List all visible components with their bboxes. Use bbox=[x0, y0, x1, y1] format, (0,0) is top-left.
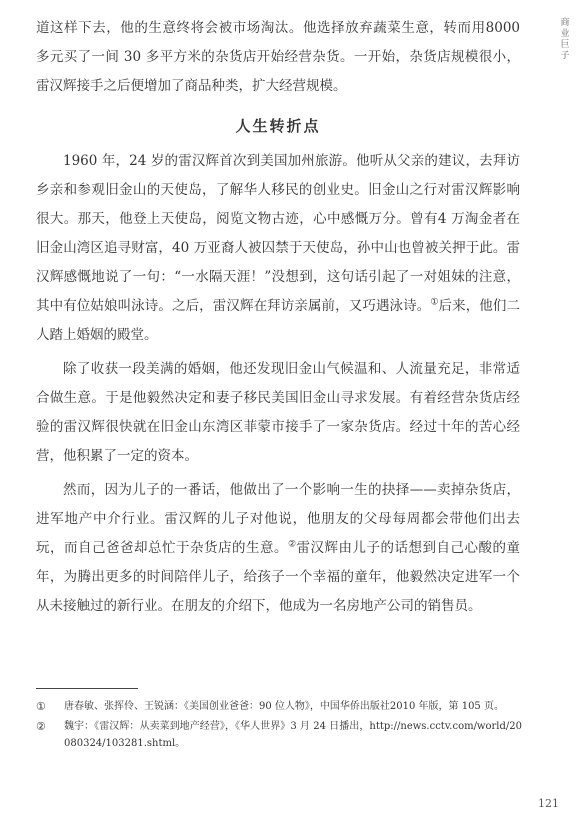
paragraph-1-text: 1960 年，24 岁的雷汉辉首次到美国加州旅游。他听从父亲的建议，去拜访乡亲和参观旧金山的天使岛，了解华人移民的创业史。旧金山之行对雷汉辉影响很大。那天，他登上天使岛，阅览文物古迹，心中感慨万分。曾有4 万淘金者在旧金山湾区追寻财富，40 万亚裔人被囚禁于天使岛，孙中山也曾被关押于此。雷汉辉感慨地说了一句：“一水隔天涯！”没想到，这句话引起了一对姐妹的注意，其中有位姑娘叫泳诗。之后，雷汉辉在拜访亲属前，又巧遇泳诗。 bbox=[36, 153, 520, 314]
footnote-item bbox=[36, 718, 522, 752]
footnote-ref-1[interactable]: ① bbox=[430, 297, 439, 308]
footnote-number: ① bbox=[36, 700, 46, 713]
footnote-text: 唐春敏、张挥伶、王锐涵：《美国创业爸爸：90 位人物》，中国华侨出版社2010 年版，第 105 页。 bbox=[64, 701, 504, 712]
running-header: 商业巨子 bbox=[560, 18, 570, 61]
paragraph-2: 除了收获一段美满的婚姻，他还发现旧金山气候温和、人流量充足，非常适合做生意。于是他毅然决定和妻子移民美国旧金山寻求发展。有着经营杂货店经验的雷汉辉很快就在旧金山东湾区菲蒙市接手了一家杂货店。经过十年的苦心经营，他积累了一定的资本。 bbox=[36, 361, 520, 464]
paragraph-3 bbox=[36, 476, 520, 621]
footnote-item bbox=[36, 698, 522, 715]
footnote-text: 魏宇：《雷汉辉：从卖菜到地产经营》，《华人世界》3 月 24 日播出，http://news.cctv.com/world/20080324/103281.shtml。 bbox=[64, 721, 522, 749]
footnotes bbox=[36, 698, 522, 755]
paragraph-1-text-cont: 后来，他们二人踏上婚姻的殿堂。 bbox=[36, 298, 521, 343]
page-number: 121 bbox=[538, 797, 559, 810]
paragraph-1 bbox=[36, 147, 520, 350]
paragraph-3-text-cont: 雷汉辉由儿子的话想到自己心酸的童年，为腾出更多的时间陪伴儿子，给孩子一个幸福的童年，他毅然决定进军一个从未接触过的新行业。在朋友的介绍下，他成为一名房地产公司的销售员。 bbox=[36, 540, 521, 614]
paragraph-3-text: 然而，因为儿子的一番话，他做出了一个影响一生的抉择——卖掉杂货店，进军地产中介行业。雷汉辉的儿子对他说，他朋友的父母每周都会带他们出去玩，而自己爸爸却总忙于杂货店的生意。 bbox=[36, 482, 520, 556]
section-title: 人生转折点 bbox=[235, 117, 321, 135]
footnote-ref-2[interactable]: ② bbox=[287, 539, 297, 550]
paragraph-intro: 道这样下去，他的生意终将会被市场淘汰。他选择放弃蔬菜生意，转而用8000 多元买了一间 30 多平方米的杂货店开始经营杂货。一开始，杂货店规模很小，雷汉辉接手之后便增加了商品种类，扩大经营规模。 bbox=[36, 20, 520, 94]
footnote-number: ② bbox=[36, 720, 46, 733]
footnote-divider bbox=[36, 688, 138, 689]
main-text bbox=[36, 14, 520, 621]
